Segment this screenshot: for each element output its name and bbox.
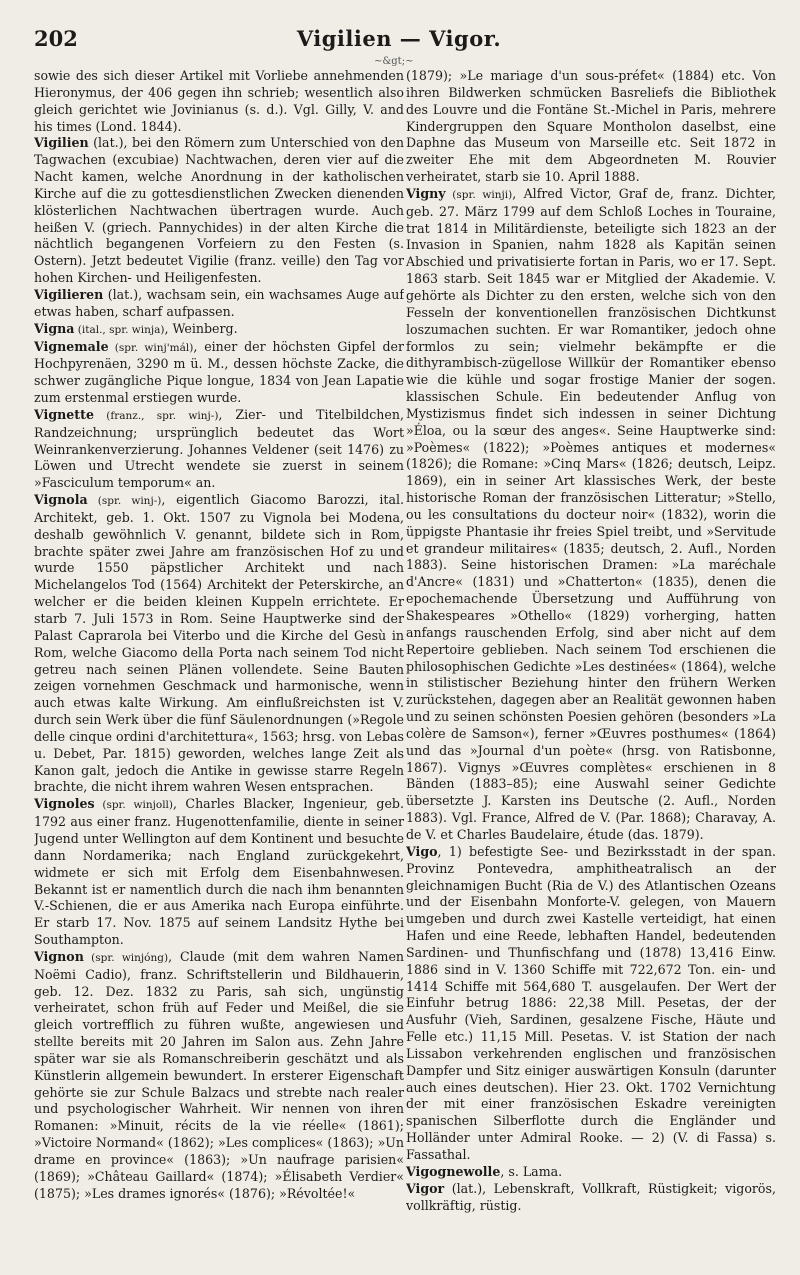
entry-pronunciation: (ital., spr. winja) [74, 323, 165, 336]
entry-text: , eigentlich Giacomo Barozzi, ital. Architekt, geb. 1. Okt. 1507 zu Vignola bei Modena, deshalb gewöhnlich V. genannt, bildete sich in Rom, brachte später zwei Jahre am französischen Hof zu und wurde 1550 päpstlicher Architekt und nach Michelangelos Tod (1564) Architekt der Peterskirche, an welcher er die beiden kleinen Kuppeln errichtete. Er starb 7. Juli 1573 in Rom. Seine Hauptwerke sind der Palast Caprarola bei Viterbo und die Kirche del Gesù in Rom, welche Giacomo della Porta nach seinem Tod nicht getreu nach seinen Plänen vollendete. Seine Bauten zeigen vornehmen Geschmack und harmonische, wenn auch etwas kalte Wirkung. Am einflußreichsten ist V. durch sein Werk über die fünf Säulenordnungen (»Regole delle cinque ordini d'architettura«, 1563; hrsg. von Lebas u. Debet, Par. 1815) geworden, welches lange Zeit als Kanon galt, jedoch die Antike in gewisse starre Regeln brachte, die nicht ihrem wahren Wesen entsprachen. [34, 492, 404, 795]
dictionary-entry [34, 135, 404, 287]
entry-headword: Vigna [34, 320, 75, 336]
dictionary-entry [406, 68, 776, 186]
entry-pronunciation: (spr. winjóng) [83, 951, 169, 964]
dictionary-entry [34, 321, 404, 339]
running-head: Vigilien — Vigor. [296, 26, 502, 51]
entry-headword: Vignemale [34, 338, 109, 354]
entry-text: , Claude (mit dem wahren Namen Noëmi Cadio), franz. Schriftstellerin und Bildhauerin, geb. 12. Dez. 1832 zu Paris, sah sich, ungünstig verheiratet, schon früh auf Feder und Meißel, die sie gleich vortrefflich zu führen wußte, angewiesen und stellte bereits mit 20 Jahren im Salon aus. Zehn Jahre später war sie als Romanschreiberin geschätzt und als Künstlerin allgemein bewundert. In ersterer Eigenschaft gehörte sie zur Schule Balzacs und strebte nach realer und psychologischer Wahrheit. Wir nennen von ihren Romanen: »Minuit, récits de la vie réelle« (1861); »Victoire Normand« (1862); »Les complices« (1863); »Un drame en province« (1863); »Un naufrage parisien« (1869); »Château Gaillard« (1874); »Élisabeth Verdier« (1875); »Les drames ignorés« (1876); »Révoltée!« [34, 948, 404, 1201]
entry-headword: Vigny [406, 185, 446, 201]
entry-text: (lat.), Lebenskraft, Vollkraft, Rüstigkeit; vigorös, vollkräftig, rüstig. [406, 1180, 776, 1213]
entry-headword: Vigo [406, 843, 438, 859]
entry-headword: Vigilien [34, 135, 89, 151]
entry-text: , Weinberg. [164, 320, 238, 336]
dictionary-entry [34, 492, 404, 796]
entry-headword: Vigor [406, 1180, 445, 1196]
page-number: 202 [34, 26, 78, 51]
entry-pronunciation: (spr. winj'mál) [108, 341, 194, 354]
dictionary-entry [34, 949, 404, 1203]
dictionary-entry [34, 407, 404, 492]
dictionary-entry [34, 68, 404, 135]
right-column [406, 68, 776, 1263]
entry-headword: Vignon [34, 948, 84, 964]
dictionary-entry [406, 1181, 776, 1215]
entry-pronunciation: (franz., spr. winj-) [93, 409, 219, 422]
entry-text: (lat.), bei den Römern zum Unterschied von den Tagwachen (excubiae) Nachtwachen, deren vier auf die Nacht kamen, welche Anordnung in der katholischen Kirche auf die zu gottesdienstlichen Zwecken dienenden klösterlichen Nachtwachen übertragen wurde. Auch heißen V. (griech. Pannychides) in der alten Kirche die nächtlich begangenen Vorfeiern zu den Festen (s. Ostern). Jetzt bedeutet Vigilie (franz. veille) den Tag vor hohen Kirchen- und Heiligenfesten. [34, 135, 404, 286]
entry-pronunciation: (spr. winjoll) [94, 799, 174, 812]
dictionary-entry [406, 1164, 776, 1181]
entry-text: (1879); »Le mariage d'un sous-préfet« (1884) etc. Von ihren Bildwerken schmücken Basreliefs die Bibliothek des Louvre und die Fontäne St.-Michel in Paris, mehrere Kindergruppen den Square Montholon daselbst, eine Daphne das Museum von Marseille etc. Seit 1872 in zweiter Ehe mit dem Abgeordneten M. Rouvier verheiratet, starb sie 10. April 1888. [406, 68, 776, 185]
entry-headword: Vigognewolle [406, 1163, 501, 1179]
entry-headword: Vignoles [34, 796, 95, 812]
dictionary-entry [34, 339, 404, 407]
entry-headword: Vignette [34, 406, 94, 422]
entry-headword: Vigilieren [34, 286, 104, 302]
page-header [34, 26, 764, 67]
header-ornament: ~&gt;~ [374, 56, 414, 67]
left-column [34, 68, 404, 1263]
entry-text: , 1) befestigte See- und Bezirksstadt in der span. Provinz Pontevedra, amphitheatralisch an der gleichnamigen Bucht (Ria de V.) des Atlantischen Ozeans und der Eisenbahn Monforte-V. gelegen, von Mauern umgeben und durch zwei Kastelle verteidigt, hat einen Hafen und eine Reede, lebhaften Handel, bedeutenden Sardinen- und Thunfischfang und (1878) 13,416 Einw. 1886 sind in V. 1360 Schiffe mit 722,672 Ton. ein- und 1414 Schiffe mit 564,680 T. ausgelaufen. Der Wert der Einfuhr betrug 1886: 22,38 Mill. Pesetas, der der Ausfuhr (Vieh, Sardinen, gesalzene Fische, Häute und Felle etc.) 11,15 Mill. Pesetas. V. ist Station der nach Lissabon verkehrenden englischen und französischen Dampfer und Sitz einiger auswärtigen Konsuln (darunter auch eines deutschen). Hier 23. Okt. 1702 Vernichtung der mit einer französischen Eskadre vereinigten spanischen Silberflotte durch die Engländer und Holländer unter Admiral Rooke. — 2) (V. di Fassa) s. Fassathal. [406, 843, 776, 1162]
entry-text: , Charles Blacker, Ingenieur, geb. 1792 aus einer franz. Hugenottenfamilie, diente in seiner Jugend unter Wellington auf dem Kontinent und besuchte dann Nordamerika; nach England zurückgekehrt, widmete er sich mit Erfolg dem Eisenbahnwesen. Bekannt ist er namentlich durch die nach ihm benannten V.-Schienen, die er aus Amerika nach Europa einführte. Er starb 17. Nov. 1875 auf seinem Landsitz Hythe bei Southampton. [34, 796, 404, 948]
entry-headword: Vignola [34, 492, 88, 508]
dictionary-entry [406, 844, 776, 1164]
entry-text: , Alfred Victor, Graf de, franz. Dichter, geb. 27. März 1799 auf dem Schloß Loches in Touraine, trat 1814 in Militärdienste, beteiligte sich 1823 an der Invasion in Spanien, nahm 1828 als Kapitän seinen Abschied und privatisierte fortan in Paris, wo er 17. Sept. 1863 starb. Seit 1845 war er Mitglied der Akademie. V. gehörte als Dichter zu den ersten, welche sich von den Fesseln der konventionellen französischen Dichtkunst loszumachen suchten. Er war Romantiker, jedoch ohne formlos zu sein; vielmehr bekämpfte er die dithyrambisch-zügellose Willkür der Romantiker ebenso wie die kühle und sogar frostige Manier der sogen. klassischen Schule. Ein bedeutender Anflug von Mystizismus findet sich indessen in seiner Dichtung »Éloa, ou la sœur des anges«. Seine Hauptwerke sind: »Poèmes« (1822); »Poèmes antiques et modernes« (1826); die Romane: »Cinq Mars« (1826; deutsch, Leipz. 1869), ein in seiner Art klassisches Werk, der beste historische Roman der französischen Litteratur; »Stello, ou les consultations du docteur noir« (1832), worin die üppigste Phantasie ihr freies Spiel treibt, und »Servitude et grandeur militaires« (1835; deutsch, 2. Aufl., Norden 1883). Seine historischen Dramen: »La maréchale d'Ancre« (1831) und »Chatterton« (1835), denen die epochemachende Übersetzung und Aufführung von Shakespeares »Othello« (1829) vorherging, hatten anfangs rauschenden Erfolg, sind aber nicht auf dem Repertoire geblieben. Nach seinem Tod erschienen die philosophischen Gedichte »Les destinées« (1864), welche in stilistischer Beziehung hinter den frühern Werken zurückstehen, dagegen aber an Realität gewonnen haben und zu seinen schönsten Poesien gehören (besonders »La colère de Samson«), ferner »Œuvres posthumes« (1864) und das »Journal d'un poète« (hrsg. von Ratisbonne, 1867). Vignys »Œuvres complètes« erschienen in 8 Bänden (1883–85); eine Auswahl seiner Gedichte übersetzte J. Karsten ins Deutsche (2. Aufl., Norden 1883). Vgl. France, Alfred de V. (Par. 1868); Charavay, A. de V. et Charles Baudelaire, étude (das. 1879). [406, 185, 776, 842]
entry-pronunciation: (spr. winj-) [87, 495, 162, 508]
dictionary-entry [34, 287, 404, 321]
entry-text: , Zier- und Titelbildchen, Randzeichnung; ursprünglich bedeutet das Wort Weinrankenverzierung. Johannes Veldener (seit 1476) zu Löwen und Utrecht wendete sie zuerst in seinem »Fasciculum temporum« an. [34, 406, 404, 491]
dictionary-entry [34, 796, 404, 949]
entry-text: , einer der höchsten Gipfel der Hochpyrenäen, 3290 m ü. M., dessen höchste Zacke, die schwer zugängliche Pique longue, 1834 von Jean Lapatie zum erstenmal erstiegen wurde. [34, 338, 404, 406]
dictionary-entry [406, 186, 776, 844]
entry-text: sowie des sich dieser Artikel mit Vorliebe annehmenden Hieronymus, der 406 gegen ihn schrieb; wesentlich also gleich gerichtet wie Jovinianus (s. d.). Vgl. Gilly, V. and his times (Lond. 1844). [34, 68, 404, 134]
entry-text: (lat.), wachsam sein, ein wachsames Auge auf etwas haben, scharf aufpassen. [34, 286, 404, 319]
entry-pronunciation: (spr. winji) [445, 188, 513, 201]
entry-text: , s. Lama. [500, 1163, 563, 1179]
